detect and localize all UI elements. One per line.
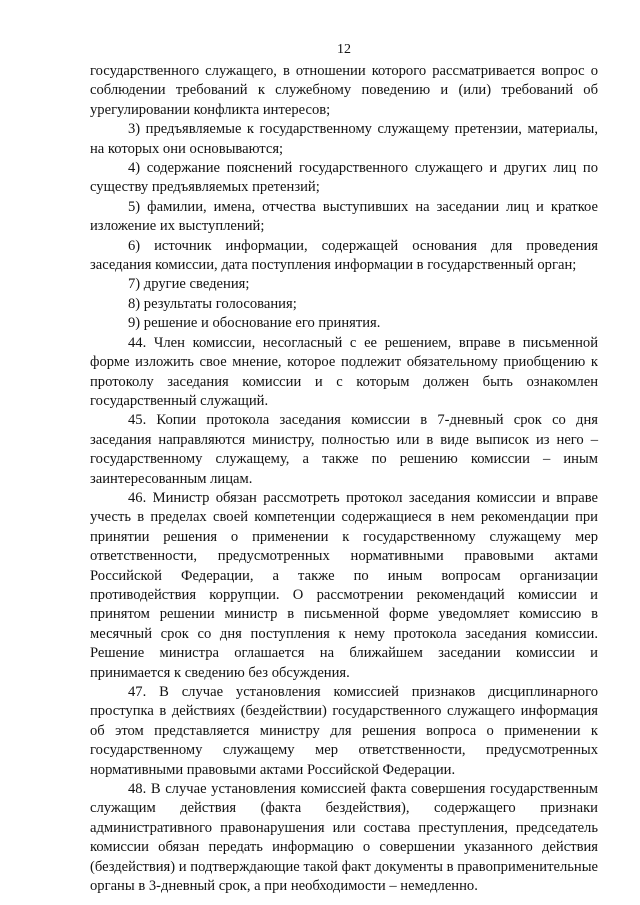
page-number: 12: [337, 42, 351, 57]
list-item-8: 8) результаты голосования;: [128, 295, 297, 312]
list-item-4: 4) содержание пояснений государственного служащего и других лиц по существу предъявляемых претензий;: [90, 160, 598, 196]
list-item-6: 6) источник информации, содержащей основания для проведения заседания комиссии, дата поступления информации в государственный орган;: [90, 237, 598, 274]
document-page: [90, 40, 598, 896]
list-item-5: 5) фамилии, имена, отчества выступивших на заседании лиц и краткое изложение их выступлений;: [90, 198, 598, 235]
clause-45: 45. Копии протокола заседания комиссии в 7-дневный срок со дня заседания направляются министру, полностью или в виде выписок из него – государственному служащему, а также по решению комиссии – иным заинтересованным лицам.: [90, 412, 598, 487]
list-item-9: 9) решение и обоснование его принятия.: [128, 315, 381, 332]
clause-47: 47. В случае установления комиссией признаков дисциплинарного проступка в действиях (бездействии) государственного служащего информация об этом представляется министру для решения вопроса о применении к государственному служащему мер ответственности, предусмотренных нормативными правовыми актами Российской Федерации.: [90, 684, 598, 778]
clause-48: 48. В случае установления комиссией факта совершения государственным служащим действия (факта бездействия), содержащего признаки административного правонарушения или состава преступления, председатель комиссии обязан передать информацию о совершении указанного действия (бездействия) и подтверждающие такой факт документы в правоприменительные органы в 3-дневный срок, а при необходимости – немедленно.: [90, 781, 598, 895]
list-item-7: 7) другие сведения;: [128, 276, 250, 293]
clause-46: 46. Министр обязан рассмотреть протокол заседания комиссии и вправе учесть в пределах своей компетенции содержащиеся в нем рекомендации при принятии решения о применении к государственному служащему мер ответственности, предусмотренных нормативными правовыми актами Российской Федерации, а также по иным вопросам организации противодействия коррупции. О рассмотрении рекомендаций комиссии и принятом решении министр в письменной форме уведомляет комиссию в месячный срок со дня поступления к нему протокола заседания комиссии. Решение министра оглашается на ближайшем заседании комиссии и принимается к сведению без обсуждения.: [90, 489, 598, 681]
clause-44: 44. Член комиссии, несогласный с ее решением, вправе в письменной форме изложить свое мнение, которое подлежит обязательному приобщению к протоколу заседания комиссии и с которым должен быть ознакомлен государственный служащий.: [90, 334, 598, 409]
list-item-3: 3) предъявляемые к государственному служащему претензии, материалы, на которых они основываются;: [90, 121, 598, 157]
paragraph-continuation: государственного служащего, в отношении которого рассматривается вопрос о соблюдении требований к служебному поведению и (или) требований об урегулировании конфликта интересов;: [90, 63, 598, 118]
